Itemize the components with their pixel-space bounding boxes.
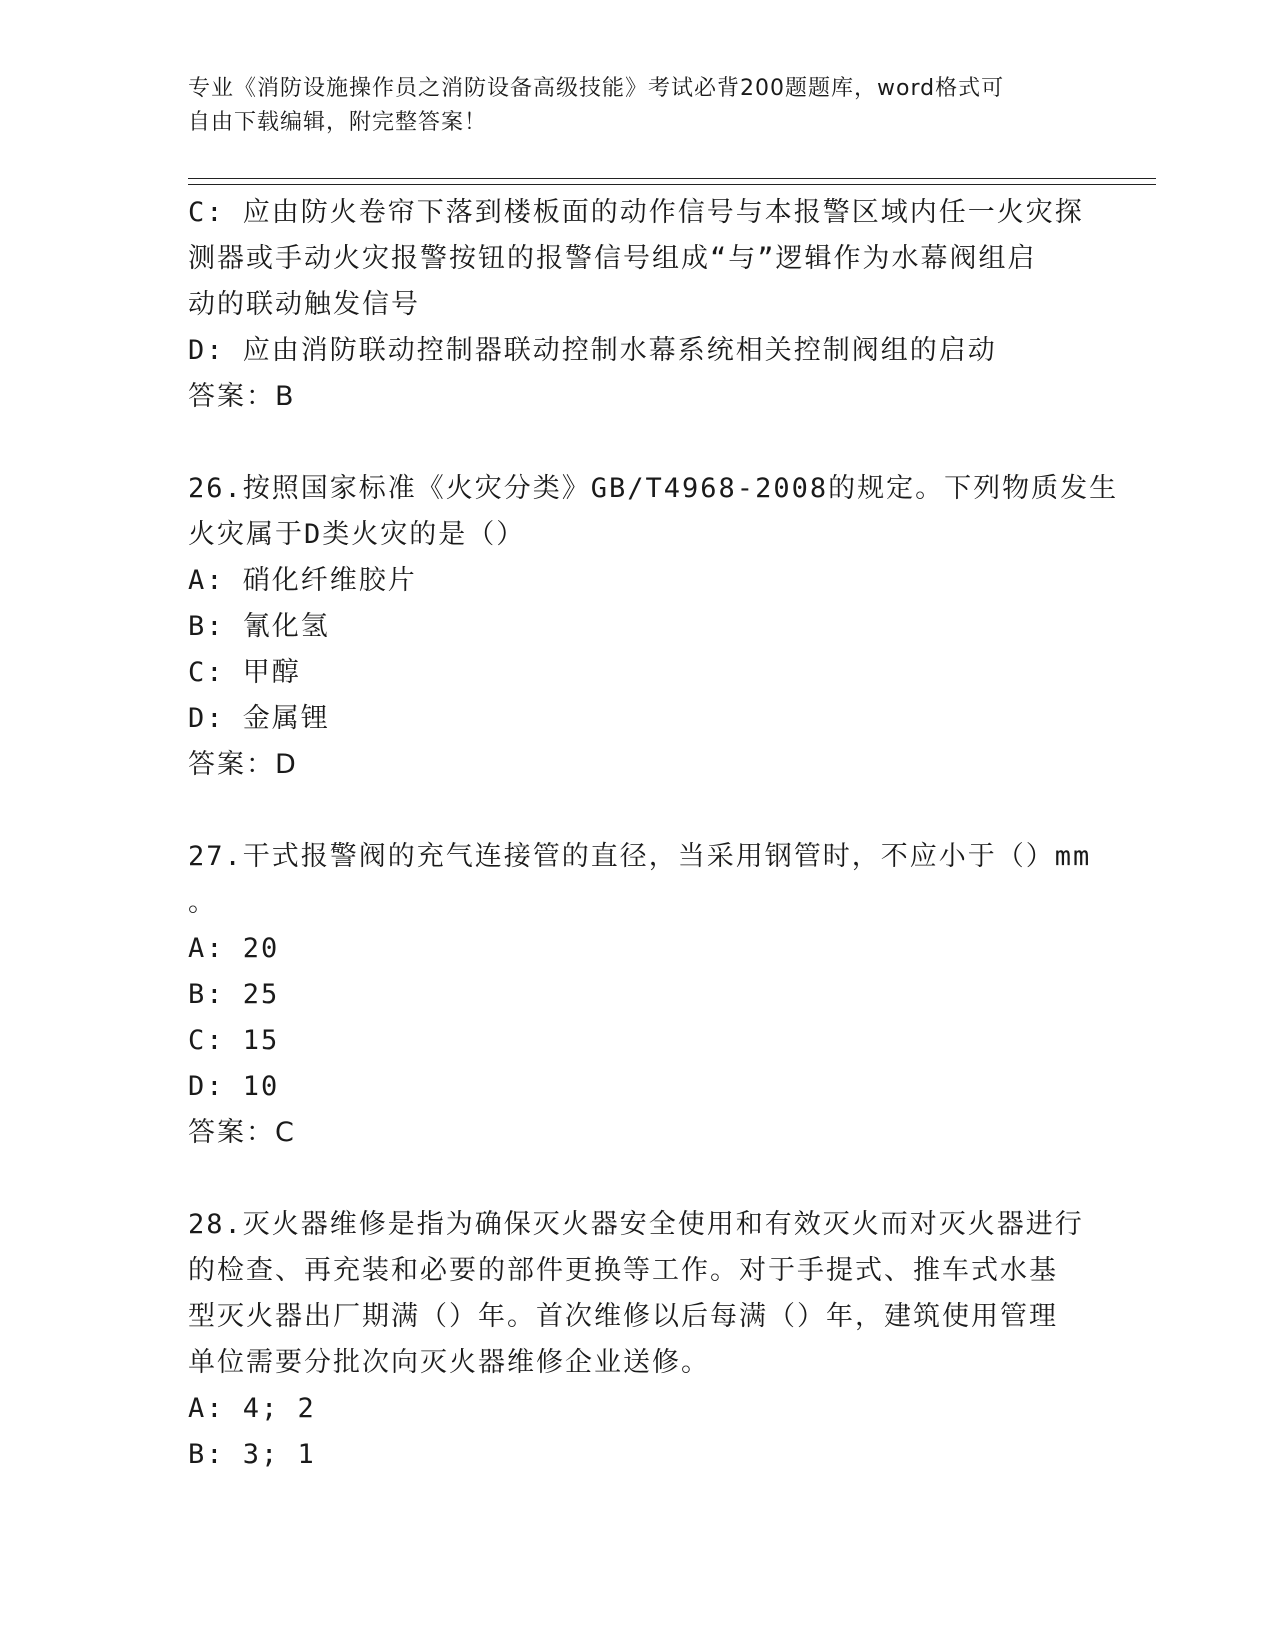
document-header — [188, 72, 1088, 140]
option-d: D: 10 — [188, 1071, 280, 1102]
header-line-1: 专业《消防设施操作员之消防设备高级技能》考试必背200题题库，word格式可 — [188, 76, 1005, 101]
spacer — [188, 788, 1088, 834]
header-line-2: 自由下载编辑，附完整答案！ — [188, 110, 488, 135]
question-stem-line: 。 — [188, 887, 217, 918]
question-content — [188, 190, 1119, 1478]
option-c: C: 15 — [188, 1025, 280, 1056]
option-a: A: 20 — [188, 933, 280, 964]
question-27 — [188, 834, 1092, 1156]
question-stem-line: 型灭火器出厂期满（）年。首次维修以后每满（）年，建筑使用管理 — [188, 1301, 1058, 1332]
answer-line: 答案：C — [188, 1117, 296, 1148]
header-divider-top — [188, 178, 1156, 179]
option-c-line: C: 应由防火卷帘下落到楼板面的动作信号与本报警区域内任一火灾探 — [188, 197, 1084, 228]
option-d: D: 应由消防联动控制器联动控制水幕系统相关控制阀组的启动 — [188, 335, 997, 366]
spacer — [188, 420, 1088, 466]
option-b: B: 25 — [188, 979, 280, 1010]
option-a: A: 4; 2 — [188, 1393, 316, 1424]
option-c-line: 测器或手动火灾报警按钮的报警信号组成“与”逻辑作为水幕阀组启 — [188, 243, 1037, 274]
option-d: D: 金属锂 — [188, 703, 330, 734]
option-c: C: 甲醇 — [188, 657, 301, 688]
question-25-continuation — [188, 190, 1088, 420]
question-stem-line: 28.灭火器维修是指为确保灭火器安全使用和有效灭火而对灭火器进行 — [188, 1209, 1084, 1240]
question-stem-line: 的检查、再充装和必要的部件更换等工作。对于手提式、推车式水基 — [188, 1255, 1058, 1286]
answer-line: 答案：D — [188, 749, 298, 780]
question-26 — [188, 466, 1119, 788]
answer-line: 答案：B — [188, 381, 296, 412]
question-stem-line: 火灾属于D类火灾的是（） — [188, 519, 526, 550]
spacer — [188, 1156, 1088, 1202]
question-stem-line: 27.干式报警阀的充气连接管的直径，当采用钢管时，不应小于（）mm — [188, 841, 1092, 872]
question-stem-line: 26.按照国家标准《火灾分类》GB/T4968-2008的规定。下列物质发生 — [188, 473, 1119, 504]
question-28 — [188, 1202, 1088, 1478]
option-b: B: 3; 1 — [188, 1439, 316, 1470]
question-stem-line: 单位需要分批次向灭火器维修企业送修。 — [188, 1347, 710, 1378]
option-c-line: 动的联动触发信号 — [188, 289, 420, 320]
option-b: B: 氰化氢 — [188, 611, 330, 642]
option-a: A: 硝化纤维胶片 — [188, 565, 417, 596]
header-divider-bottom — [188, 184, 1156, 185]
